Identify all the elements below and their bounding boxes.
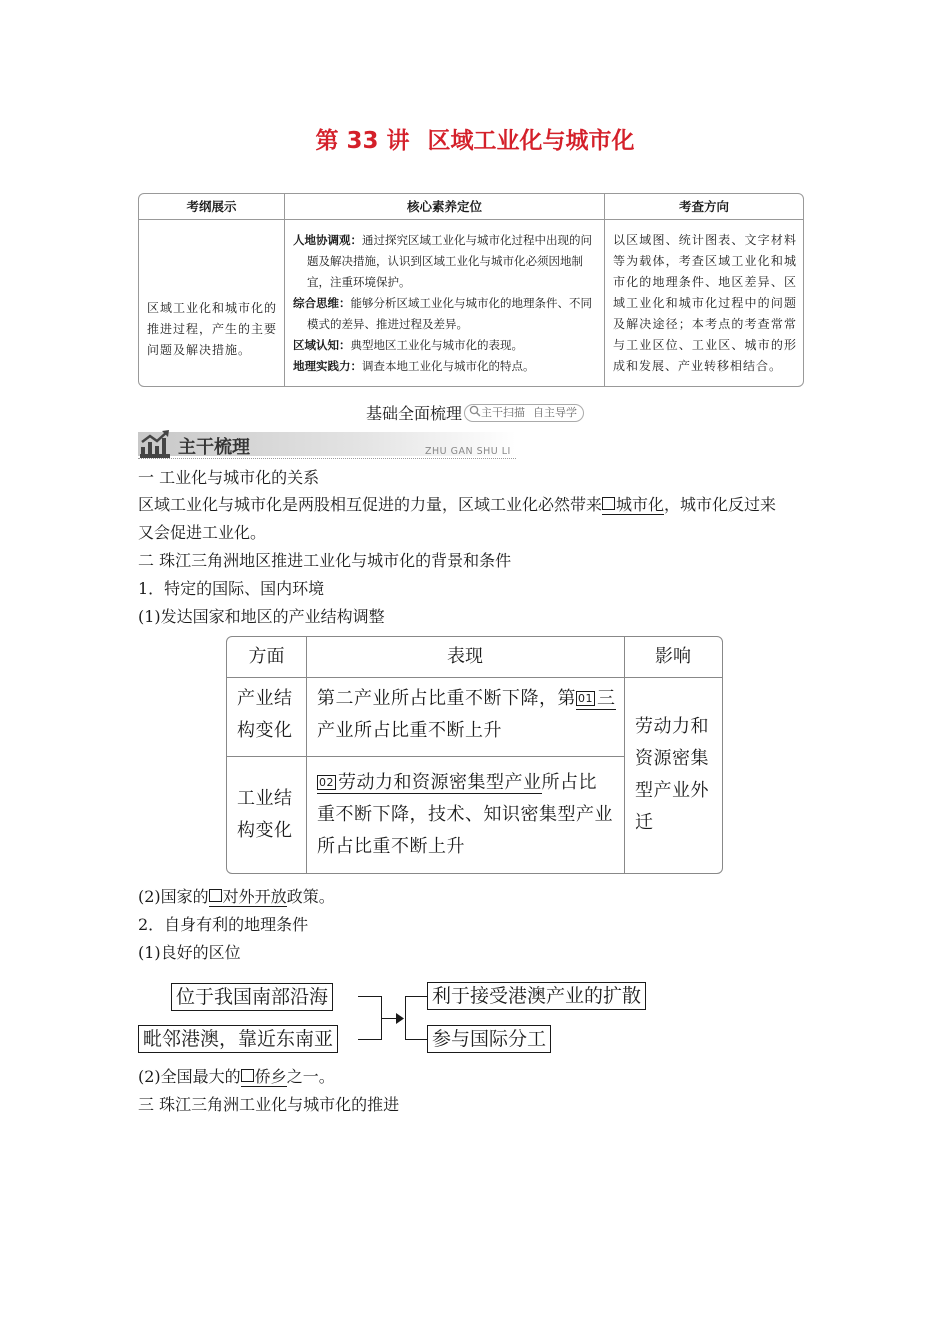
fill-blank: 侨乡 — [241, 1067, 287, 1087]
diagram-box-neighbor: 毗邻港澳，靠近东南亚 — [138, 1025, 338, 1053]
paragraph-one-cont: 又会促进工业化。 — [138, 523, 267, 542]
policy-line: (2)国家的 对外开放政策。 — [138, 887, 335, 906]
industry-structure-table — [226, 636, 723, 874]
literacy-item: 地理实践力：调查本地工业化与城市化的特点。 — [293, 359, 535, 373]
zhugan-title: 主干梳理 — [178, 437, 250, 458]
literacy-list — [285, 220, 604, 377]
section-banner-title: 基础全面梳理 — [365, 404, 462, 423]
diagram-box-diffusion: 利于接受港澳产业的扩散 — [427, 982, 646, 1010]
blank-box-icon — [602, 497, 615, 510]
page-title — [0, 122, 950, 155]
literacy-item: 区域认知：典型地区工业化与城市化的表现。 — [293, 338, 523, 352]
literacy-item: 综合思维：能够分析区域工业化与城市化的地理条件、不同模式的差异、推进过程及差异。 — [293, 296, 592, 331]
blank-number-02: 02 — [319, 776, 334, 789]
row2-performance: 02 劳动力和资源密集型产业所占比 重不断下降，技术、知识密集型产业 所占比重不断上升 — [317, 772, 613, 857]
row1-aspect: 产业结 构变化 — [237, 688, 293, 741]
diagram-box-division: 参与国际分工 — [427, 1025, 551, 1053]
diagram-box-coastal: 位于我国南部沿海 — [171, 983, 333, 1011]
overview-table — [138, 193, 804, 387]
direction-header: 考查方向 — [605, 194, 803, 220]
blank-box-icon — [209, 889, 222, 902]
blank-box-icon — [241, 1069, 254, 1082]
zhugan-pinyin: ZHU GAN SHU LI — [425, 446, 511, 457]
table-header: 影响 — [655, 646, 691, 667]
arrow-right-icon — [396, 1013, 404, 1024]
heading-three: 三 珠江三角洲工业化与城市化的推进 — [138, 1095, 400, 1114]
scan-tag: 主干扫描 自主导学 — [464, 404, 584, 422]
lecture-topic: 区域工业化与城市化 — [427, 128, 635, 154]
literacy-item: 人地协调观：通过探究区域工业化与城市化过程中出现的问题及解决措施，认识到区域工业化与城市化必须因地制宜，注重环境保护。 — [293, 233, 592, 289]
heading-one: 一 工业化与城市化的关系 — [138, 468, 320, 487]
zhugan-heading — [138, 430, 516, 460]
lecture-number: 第 33 讲 — [315, 128, 410, 154]
syllabus-header: 考纲展示 — [139, 194, 284, 220]
overseas-line: (2)全国最大的 侨乡之一。 — [138, 1067, 335, 1086]
literacy-column — [285, 194, 605, 386]
trend-chart-icon — [140, 430, 170, 458]
paragraph-one: 区域工业化与城市化是两股相互促进的力量，区域工业化必然带来 城市化，城市化反过来 — [138, 495, 777, 514]
syllabus-column — [139, 194, 285, 386]
heading-two: 二 珠江三角洲地区推进工业化与城市化的背景和条件 — [138, 551, 512, 570]
direction-text: 以区域图、统计图表、文字材料等为载体，考查区域工业化和城市化的地理条件、地区差异、区域工业化和城市化过程中的问题及解决途径；本考点的考查常常与工业区位、工业区、城市的形成和发展、产业转移相结合。 — [613, 233, 797, 373]
fill-blank: 城市化 — [602, 495, 664, 515]
subheading-env: 1．特定的国际、国内环境 — [138, 579, 325, 598]
fill-blank: 对外开放 — [209, 887, 287, 907]
row2-aspect: 工业结 构变化 — [237, 788, 293, 841]
blank-number-01: 01 — [578, 692, 593, 705]
magnifier-icon — [469, 405, 481, 417]
table-header: 方面 — [248, 646, 285, 667]
syllabus-text: 区域工业化和城市化的推进过程，产生的主要问题及解决措施。 — [147, 301, 278, 357]
subheading-industry-adjust: (1)发达国家和地区的产业结构调整 — [138, 607, 385, 626]
literacy-header: 核心素养定位 — [285, 194, 604, 220]
impact-text: 劳动力和 资源密集 型产业外 迁 — [635, 716, 709, 833]
subheading-conditions: 2．自身有利的地理条件 — [138, 915, 309, 934]
section-banner — [0, 401, 950, 424]
subheading-location: (1)良好的区位 — [138, 943, 241, 962]
direction-column — [605, 194, 803, 386]
table-header: 表现 — [447, 646, 483, 667]
row1-performance: 第二产业所占比重不断下降，第 01 三 产业所占比重不断上升 — [317, 688, 616, 741]
